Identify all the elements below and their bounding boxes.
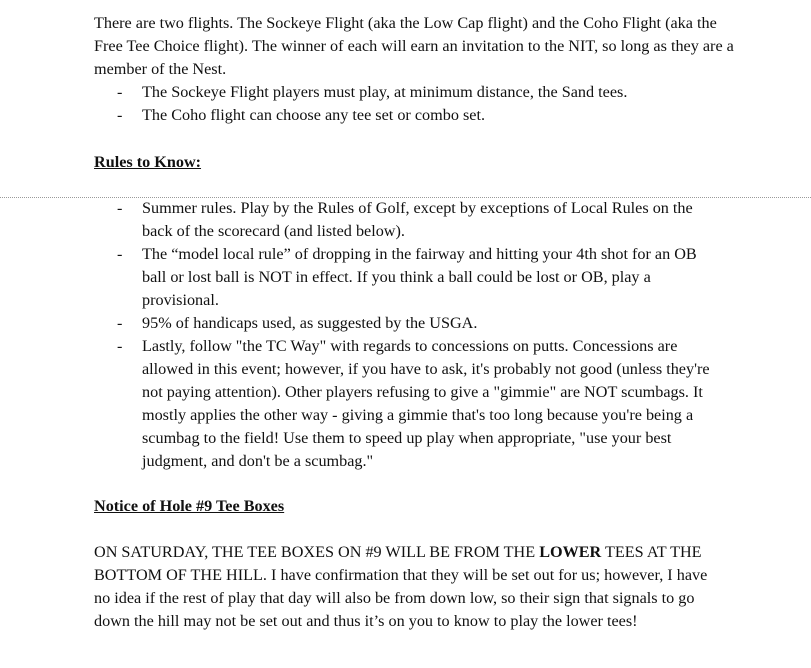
- notice-text-start: ON SATURDAY, THE TEE BOXES ON #9 WILL BE FROM THE: [94, 543, 540, 561]
- list-item-text: The Sockeye Flight players must play, at minimum distance, the Sand tees.: [142, 83, 628, 101]
- list-item-text: 95% of handicaps used, as suggested by the USGA.: [142, 314, 478, 332]
- bullet-marker: -: [117, 199, 123, 217]
- notice-paragraph: [94, 541, 719, 633]
- notice-emphasis: LOWER: [539, 543, 602, 561]
- list-item-text: Summer rules. Play by the Rules of Golf, except by exceptions of Local Rules on the back of the scorecard (and listed below).: [142, 199, 693, 240]
- bullet-marker: -: [117, 314, 123, 332]
- bullet-marker: -: [117, 337, 123, 355]
- intro-paragraph: There are two flights. The Sockeye Flight (aka the Low Cap flight) and the Coho Flight (aka the Free Tee Choice flight). The winner of each will earn an invitation to the NIT, so long as they are a member of the Nest.: [94, 14, 734, 78]
- bullet-marker: -: [117, 83, 123, 101]
- list-item-text: The “model local rule” of dropping in the fairway and hitting your 4th shot for an OB ball or lost ball is NOT in effect. If you think a ball could be lost or OB, play a provisional.: [142, 245, 697, 309]
- rules-heading: Rules to Know:: [94, 153, 202, 171]
- notice-text-end: TEES AT THE BOTTOM OF THE HILL. I have confirmation that they will be set out for us; however, I have no idea if the rest of play that day will also be from down low, so their sign that signals to go down the hill may not be set out and thus it’s on you to know to play the lower tees!: [94, 543, 708, 630]
- notice-heading: Notice of Hole #9 Tee Boxes: [94, 497, 285, 515]
- bullet-marker: -: [117, 245, 123, 263]
- list-item-text: Lastly, follow "the TC Way" with regards to concessions on putts. Concessions are allowed in this event; however, if you have to ask, it's probably not good (unless they're not paying attention). Other players refusing to give a "gimmie" are NOT scumbags. It mostly applies the other way - giving a gimmie that's too long because you're being a scumbag to the field! Use them to speed up play when appropriate, "use your best judgment, and don't be a scumbag.": [142, 337, 710, 470]
- list-item-text: The Coho flight can choose any tee set or combo set.: [142, 106, 485, 124]
- bullet-marker: -: [117, 106, 123, 124]
